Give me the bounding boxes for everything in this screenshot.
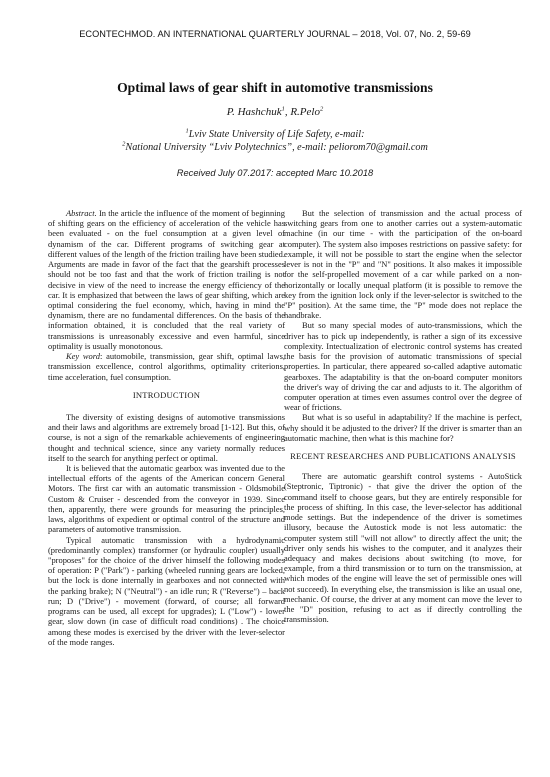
affiliation-1 — [0, 129, 550, 140]
intro-paragraph-3: Typical automatic transmission with a hydrodynamic (predominantly complex) transformer (or hydraulic coupler) usually "proposes" for the choice of the driver himself the following modes of operation: P ("Park") - parking (wheeled running gears are locked, but the lock is done internally in gearboxes and not connected with the parking brake); N ("Neutral") - an idle run; R ("Reverse") – back run; D ("Drive") - movement (forward, of course; all forward programs can be used, all except for upgrades); L ("Low") - lower gear, slow down (in case of difficult road conditions) . The choice among these modes is exercised by the driver with the lever-selector of the mode ranges. — [48, 534, 285, 647]
intro-paragraph-2: It is believed that the automatic gearbox was invented due to the intellectual efforts of the agents of the American concern General Motors. The first car with an automatic transmission - Oldsmobile Custom & Cruiser - descended from the conveyor in 1939. Since then, apparently, there were grounds for measuring the principles, laws, algorithms of expedient or optimal control of the structure and parameters of automotive transmission. — [48, 463, 285, 535]
author-2-affiliation-mark: 2 — [319, 105, 324, 113]
paper-title: Optimal laws of gear shift in automotive transmissions — [117, 80, 433, 95]
journal-header: ECONTECHMOD. AN INTERNATIONAL QUARTERLY JOURNAL – 2018, Vol. 07, No. 2, 59-69 — [79, 29, 471, 39]
left-column — [48, 208, 285, 647]
recent-research-paragraph: There are automatic gearshift control systems - AutoStick (Steptronic, Tiptronic) - that give the driver the option of the command itself to choose gears, but they are entirely responsible for the process of shifting. In this case, the lever-selector has additional mode settings. But the independence of the driver is sometimes illusory, because the Autostick mode is not less automatic: the computer system still "will not allow" to directly affect the unit; the driver only sends his wishes to the computer, and it analyzes their adequacy and makes decisions about switching (to move, for example, from a third transmission or to turn on the transmission, at which modes of the engine will leave the set of permissible ones will not succeed). In everything else, the transmission is like an usual one, mechanic. Of course, the driver at any moment can move the lever to the "D" position, refusing to act as if directly controlling the transmission. — [284, 471, 522, 625]
abstract-text: In the article the influence of the moment of beginning of shifting gears on the efficiency of acceleration of the vehicle has been evaluated - on the fuel consumption at a given level of dynamism of the car. Different programs of switching gear at different values of the length of the friction trailing have been studied. Arguments are made in favor of the fact that the gearshift processes should not be too fast and that the work of friction trailing is not decisive in view of the need to increase the energy efficiency of the car. It is emphasized that between the laws of gear shifting, which are optimal considering the fuel economy, which, having in mind the dynamism, there are no fundamental differences. On the basis of the information obtained, it is concluded that the real variety of transmissions is unreasonably excessive and even harmful, since optimality is usually monotonous. — [48, 208, 285, 351]
received-date: Received July 07.2017: accepted Marc 10.2018 — [176, 168, 374, 178]
affiliation-1-text: Lviv State University of Life Safety, e-mail: — [188, 129, 365, 140]
author-2: R.Pelo — [290, 106, 320, 118]
affiliation-2 — [0, 142, 550, 153]
author-1: P. Hashchuk — [226, 106, 282, 118]
right-paragraph-3: But what is so useful in adaptability? If the machine is perfect, why should it be adjusted to the driver? If the driver is smarter than an automatic machine, then what is this machine for? — [284, 412, 522, 443]
right-paragraph-2: But so many special modes of auto-transmissions, which the driver has to pick up independently, is rather a sign of its excessive complexity. Intectualization of electronic control systems has created the basis for the provision of automatic transmissions of special properties. In particular, there appeared so-called adaptive automatic gearboxes. The adaptability is that the on-board computer monitors the driver's way of driving the car and adjusts to it. The algorithm of computer operation at times even assumes control over the degree of wear of frictions. — [284, 320, 522, 413]
right-paragraph-1: But the selection of transmission and the actual process of switching gears from one to another carries out a system-automatic machine (in our time - with the participation of the on-board computer). The system also imposes restrictions on passive safety: for example, it will not be possible to start the engine when the selector lever is not in the "P" and "N" positions. It also makes it impossible for the self-propelled movement of a car while parked on a non-horizontally or locally unequal platform (it is possible to remove the key from the ignition lock only if the lever-selector is switched to the "P" position). At the same time, the "P" mode does not replace the handbrake. — [284, 208, 522, 321]
abstract-label: Abstract. — [66, 208, 97, 218]
intro-paragraph-1: The diversity of existing designs of automotive transmissions and their laws and algorithms are extremely broad [1-12]. But this, of course, is not a sign of the remarkable achievements of engineering thought and technical science, since any variety normally reduces itself to the search for anything perfect or optimal. — [48, 411, 285, 463]
keywords-paragraph — [48, 351, 285, 382]
author-1-affiliation-mark: 1 — [281, 105, 285, 113]
keywords-text: : automobile, transmission, gear shift, optimal laws, transmission excellence, control algorithms, optimality criterions, time acceleration, fuel consumption. — [48, 351, 285, 382]
author-separator: , — [284, 106, 291, 118]
introduction-heading: INTRODUCTION — [132, 389, 201, 400]
affiliation-2-mark: 2 — [122, 140, 126, 148]
right-column — [284, 208, 522, 625]
affiliation-1-mark: 1 — [185, 127, 189, 135]
recent-research-heading: RECENT RESEARCHES AND PUBLICATIONS ANALYSIS — [290, 451, 516, 462]
affiliation-2-text: National University “Lviv Polytechnics”, e-mail: peliorom70@gmail.com — [125, 142, 428, 153]
abstract-paragraph — [48, 208, 285, 351]
keywords-label: Key word — [66, 351, 100, 362]
author-line — [0, 106, 550, 118]
